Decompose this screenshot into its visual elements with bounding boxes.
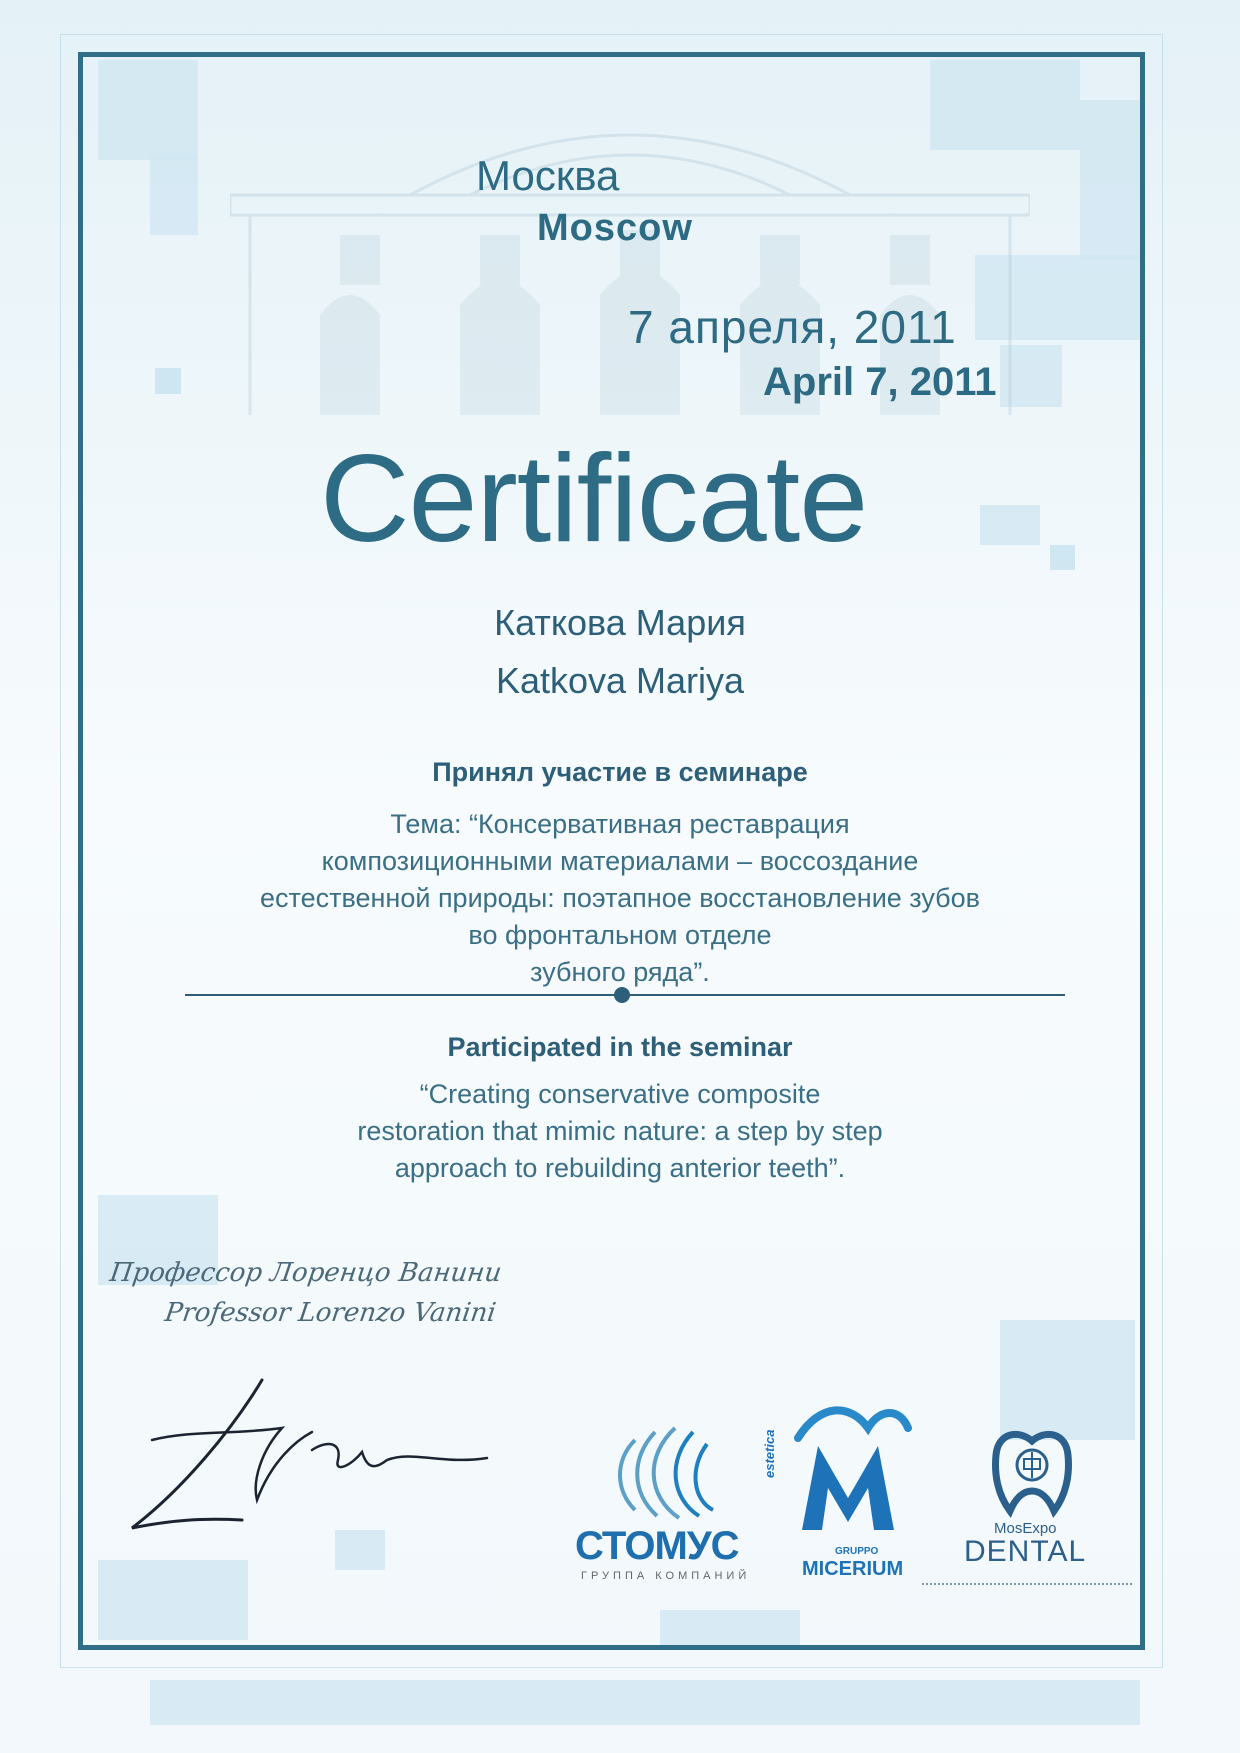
professor-name-english: Professor Lorenzo Vanini (162, 1298, 498, 1328)
mosexpo-tagline-strip (922, 1583, 1132, 1591)
stomus-subtitle: ГРУППА КОМПАНИЙ (581, 1570, 751, 1582)
mosexpo-dental-logo (922, 1425, 1142, 1597)
stomus-sphere-icon (575, 1420, 775, 1520)
signature-mark (112, 1370, 492, 1540)
seminar-heading-russian: Принял участие в семинаре (432, 757, 808, 787)
city-russian: Москва (476, 152, 620, 199)
topic-line: композиционными материалами – воссоздание (321, 846, 919, 876)
micerium-name: MICERIUM (802, 1558, 904, 1580)
mosexpo-tooth-icon (922, 1425, 1142, 1520)
certificate-title: Certificate (320, 430, 868, 568)
divider-dot-icon (614, 987, 630, 1003)
seminar-topic-russian (0, 806, 1240, 991)
topic-line: restoration that mimic nature: a step by step (357, 1116, 883, 1146)
recipient-name-russian: Каткова Мария (494, 602, 746, 643)
topic-line: во фронтальном отделе (468, 920, 772, 950)
topic-line: естественной природы: поэтапное восстановление зубов (260, 883, 980, 913)
topic-line: approach to rebuilding anterior teeth”. (394, 1153, 846, 1183)
bg-square (150, 1680, 1140, 1725)
topic-line: Тема: “Консервативная реставрация (390, 809, 850, 839)
mosexpo-dental: DENTAL (964, 1535, 1087, 1568)
topic-line: “Creating conservative composite (419, 1079, 821, 1109)
stomus-logo (575, 1420, 775, 1595)
recipient-name-english: Katkova Mariya (495, 660, 745, 701)
micerium-m-icon (770, 1398, 920, 1538)
topic-line: зубного ряда”. (530, 957, 710, 987)
date-russian: 7 апреля, 2011 (628, 301, 957, 353)
micerium-estetica: estetica (762, 1429, 777, 1478)
seminar-heading-english: Participated in the seminar (447, 1032, 793, 1062)
stomus-name: СТОМУС (575, 1524, 739, 1568)
micerium-logo (762, 1398, 920, 1598)
micerium-gruppo: GRUPPO (835, 1546, 879, 1557)
mosexpo-name: MosExpo (994, 1520, 1057, 1537)
city-english: Moscow (537, 207, 693, 249)
professor-name-russian: Профессор Лоренцо Ванини (107, 1258, 504, 1288)
seminar-topic-english (0, 1076, 1240, 1187)
date-english: April 7, 2011 (763, 360, 997, 404)
